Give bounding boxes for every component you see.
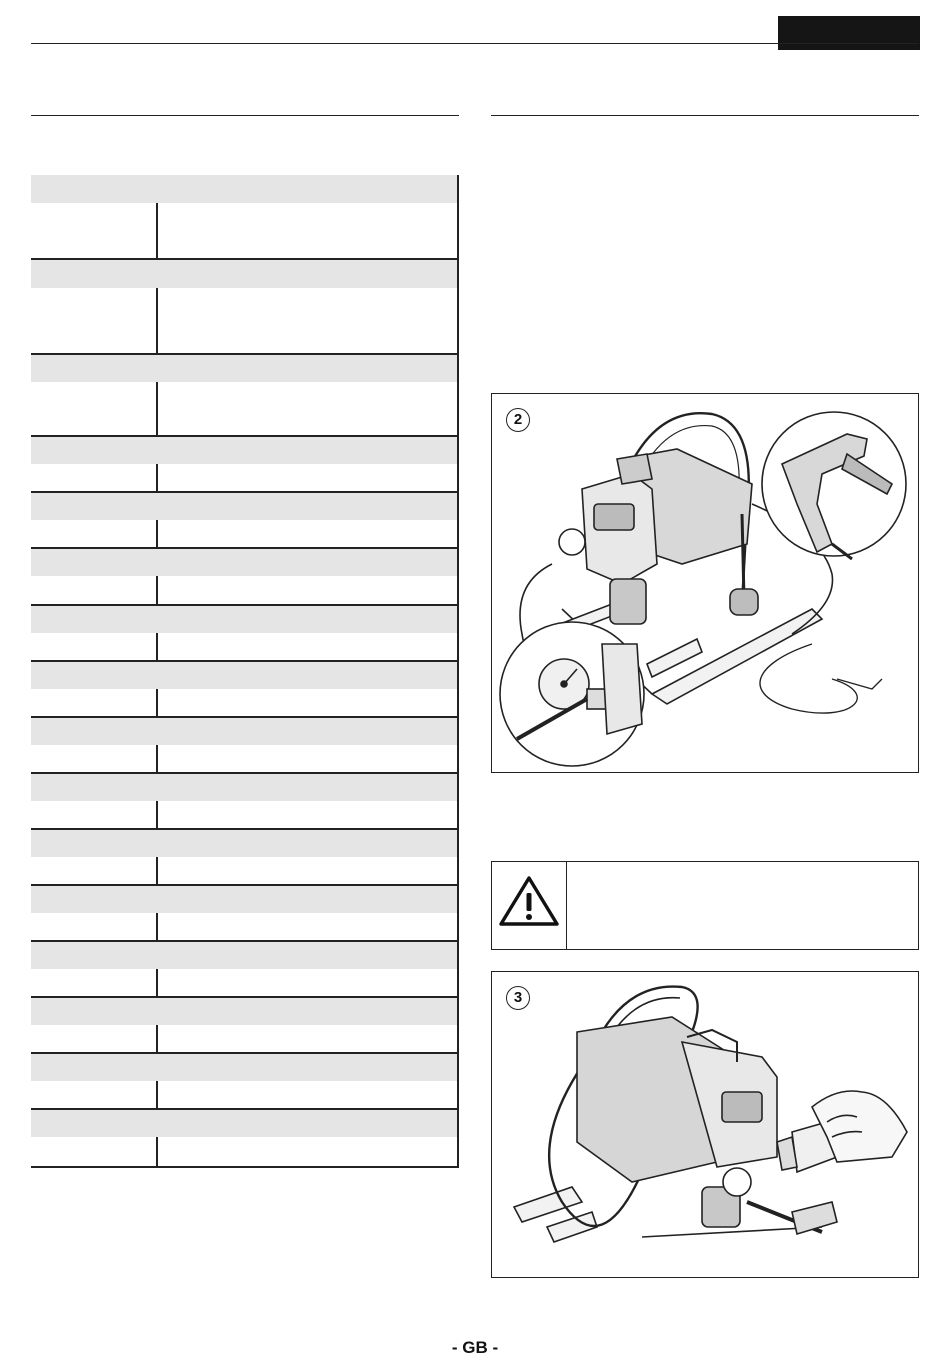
sprayer-illustration: [492, 394, 920, 774]
table-row-heading: [31, 942, 459, 969]
language-tab: [778, 16, 920, 50]
left-column-rule: [31, 115, 459, 116]
table-row-value: [31, 745, 459, 774]
warning-notice: [491, 861, 919, 950]
table-row-heading: [31, 493, 459, 520]
table-row-value: [31, 1137, 459, 1168]
table-row-heading: [31, 998, 459, 1025]
table-row-value: [31, 520, 459, 549]
page-footer: - GB -: [451, 1338, 499, 1357]
table-row-heading: [31, 549, 459, 576]
table-row-value: [31, 689, 459, 718]
oil-filling-illustration: [492, 972, 920, 1279]
table-row-heading: [31, 830, 459, 857]
figure-number-3: 3: [506, 986, 530, 1010]
table-row-value: [31, 1081, 459, 1110]
technical-data-table: [31, 175, 459, 1168]
table-row-heading: [31, 606, 459, 633]
table-row-heading: [31, 718, 459, 745]
figure-number-2: 2: [506, 408, 530, 432]
table-row-heading: [31, 1110, 459, 1137]
table-row-heading: [31, 1054, 459, 1081]
table-row-value: [31, 576, 459, 606]
table-row-value: [31, 464, 459, 493]
table-row-value: [31, 801, 459, 830]
header-rule: [31, 43, 919, 44]
table-row-value: [31, 1025, 459, 1054]
table-row-heading: [31, 662, 459, 689]
table-row-heading: [31, 886, 459, 913]
right-column-rule: [491, 115, 919, 116]
table-row-heading: [31, 175, 459, 203]
table-row-value: [31, 913, 459, 942]
table-row-heading: [31, 355, 459, 382]
figure-3-oil-filling: [491, 971, 919, 1278]
table-row-value: [31, 203, 459, 260]
table-row-heading: [31, 774, 459, 801]
table-row-value: [31, 288, 459, 355]
table-row-value: [31, 382, 459, 437]
table-row-heading: [31, 260, 459, 288]
warning-triangle-icon: [492, 862, 566, 951]
table-row-value: [31, 969, 459, 998]
table-row-value: [31, 633, 459, 662]
table-row-value: [31, 857, 459, 886]
figure-2-sprayer-overview: [491, 393, 919, 773]
table-row-heading: [31, 437, 459, 464]
